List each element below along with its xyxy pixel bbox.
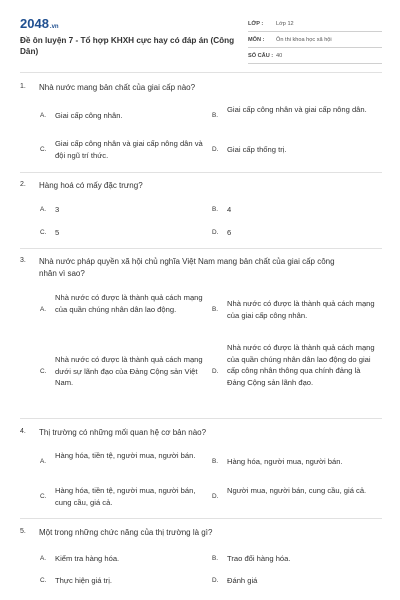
option-text: Giai cấp công nhân. bbox=[55, 111, 123, 120]
meta-label: MÔN : bbox=[248, 37, 265, 43]
option-letter: C. bbox=[40, 229, 47, 236]
option-letter: A. bbox=[40, 555, 47, 562]
option-text: Giai cấp công nhân và giai cấp nông dân và đội ngũ trí thức. bbox=[55, 139, 203, 160]
option-text: 3 bbox=[55, 205, 60, 214]
divider bbox=[20, 172, 382, 173]
option-text: Nhà nước có được là thành quả cách mạng dưới sự lãnh đạo của Đảng Cộng sản Việt Nam. bbox=[55, 355, 203, 387]
divider bbox=[20, 248, 382, 249]
meta-value: Lớp 12 bbox=[276, 21, 294, 27]
option-d[interactable] bbox=[212, 342, 382, 402]
meta-label: LỚP : bbox=[248, 21, 264, 27]
question-4 bbox=[20, 427, 382, 515]
option-text: Đánh giá bbox=[227, 576, 258, 585]
option-text: Giai cấp thống trị. bbox=[227, 145, 287, 154]
option-c[interactable] bbox=[40, 138, 210, 162]
option-letter: A. bbox=[40, 306, 47, 313]
question-3 bbox=[20, 256, 382, 418]
option-letter: A. bbox=[40, 206, 47, 213]
option-text: Hàng hóa, tiền tệ, người mua, người bán. bbox=[55, 451, 196, 460]
option-text: Người mua, người bán, cung cầu, giá cả. bbox=[227, 486, 367, 495]
option-letter: D. bbox=[212, 229, 219, 236]
question-text: Nhà nước mang bản chất của giai cấp nào? bbox=[39, 83, 196, 92]
option-letter: C. bbox=[40, 577, 47, 584]
meta-grade bbox=[248, 16, 382, 32]
meta-value: Ôn thi khoa học xã hội bbox=[276, 37, 332, 43]
question-text: Thị trường có những mối quan hệ cơ bản nào? bbox=[39, 428, 207, 437]
divider bbox=[20, 72, 382, 73]
question-number: 3. bbox=[20, 257, 26, 264]
header bbox=[20, 14, 382, 68]
option-letter: D. bbox=[212, 493, 219, 500]
question-number: 5. bbox=[20, 528, 26, 535]
logo-text: 2048 bbox=[20, 16, 49, 31]
exam-meta bbox=[248, 16, 382, 64]
option-letter: C. bbox=[40, 146, 47, 153]
option-letter: D. bbox=[212, 577, 219, 584]
question-text: Hàng hoá có mấy đặc trưng? bbox=[39, 181, 143, 190]
option-letter: A. bbox=[40, 112, 47, 119]
question-text: Một trong những chức năng của thị trường là gì? bbox=[39, 528, 213, 537]
option-text: Nhà nước có được là thành quả cách mạng của quần chúng nhân dân lao động do giai cấp công nhân thông qua chính đảng là Đảng Cộng sản lãnh đạo. bbox=[227, 343, 375, 387]
option-letter: C. bbox=[40, 368, 47, 375]
option-c[interactable] bbox=[40, 354, 210, 390]
question-number: 1. bbox=[20, 83, 26, 90]
divider bbox=[20, 518, 382, 519]
option-letter: A. bbox=[40, 458, 47, 465]
option-text: Nhà nước có được là thành quả cách mạng của quần chúng nhân dân lao động. bbox=[55, 293, 203, 314]
option-text: Hàng hóa, người mua, người bán. bbox=[227, 457, 343, 466]
logo-tld: .vn bbox=[49, 24, 59, 30]
meta-question-count bbox=[248, 48, 382, 64]
option-b[interactable] bbox=[212, 104, 382, 128]
option-letter: D. bbox=[212, 368, 219, 375]
question-number: 2. bbox=[20, 181, 26, 188]
meta-label: SỐ CÂU : bbox=[248, 53, 274, 59]
site-logo[interactable] bbox=[20, 16, 59, 31]
question-5 bbox=[20, 527, 382, 597]
option-text: Giai cấp công nhân và giai cấp nông dân. bbox=[227, 105, 367, 114]
option-letter: B. bbox=[212, 206, 219, 213]
option-text: Trao đổi hàng hóa. bbox=[227, 554, 291, 563]
option-text: 5 bbox=[55, 228, 60, 237]
meta-value: 40 bbox=[276, 53, 283, 59]
option-text: 4 bbox=[227, 205, 232, 214]
option-text: Thực hiện giá trị. bbox=[55, 576, 112, 585]
question-number: 4. bbox=[20, 428, 26, 435]
option-letter: C. bbox=[40, 493, 47, 500]
option-text: Hàng hóa, tiền tệ, người mua, người bán, cung cầu, giá cả. bbox=[55, 486, 196, 507]
option-a[interactable] bbox=[40, 450, 210, 474]
divider bbox=[20, 418, 382, 419]
option-c[interactable] bbox=[40, 485, 210, 509]
meta-subject bbox=[248, 32, 382, 48]
option-d[interactable] bbox=[212, 485, 382, 509]
option-letter: B. bbox=[212, 555, 219, 562]
option-a[interactable] bbox=[40, 292, 210, 328]
option-text: Nhà nước có được là thành quả cách mạng của giai cấp công nhân. bbox=[227, 299, 375, 320]
option-text: Kiểm tra hàng hóa. bbox=[55, 554, 120, 563]
option-letter: B. bbox=[212, 112, 219, 119]
page-title: Đề ôn luyện 7 - Tổ hợp KHXH cực hay có đáp án (Công Dân) bbox=[20, 36, 235, 56]
option-text: 6 bbox=[227, 228, 232, 237]
option-b[interactable] bbox=[212, 298, 382, 322]
option-letter: D. bbox=[212, 146, 219, 153]
question-2 bbox=[20, 180, 382, 242]
question-1 bbox=[20, 82, 382, 166]
option-letter: B. bbox=[212, 458, 219, 465]
option-letter: B. bbox=[212, 306, 219, 313]
question-text: Nhà nước pháp quyền xã hội chủ nghĩa Việt Nam mang bản chất của giai cấp công nhân vì sao? bbox=[39, 257, 335, 278]
